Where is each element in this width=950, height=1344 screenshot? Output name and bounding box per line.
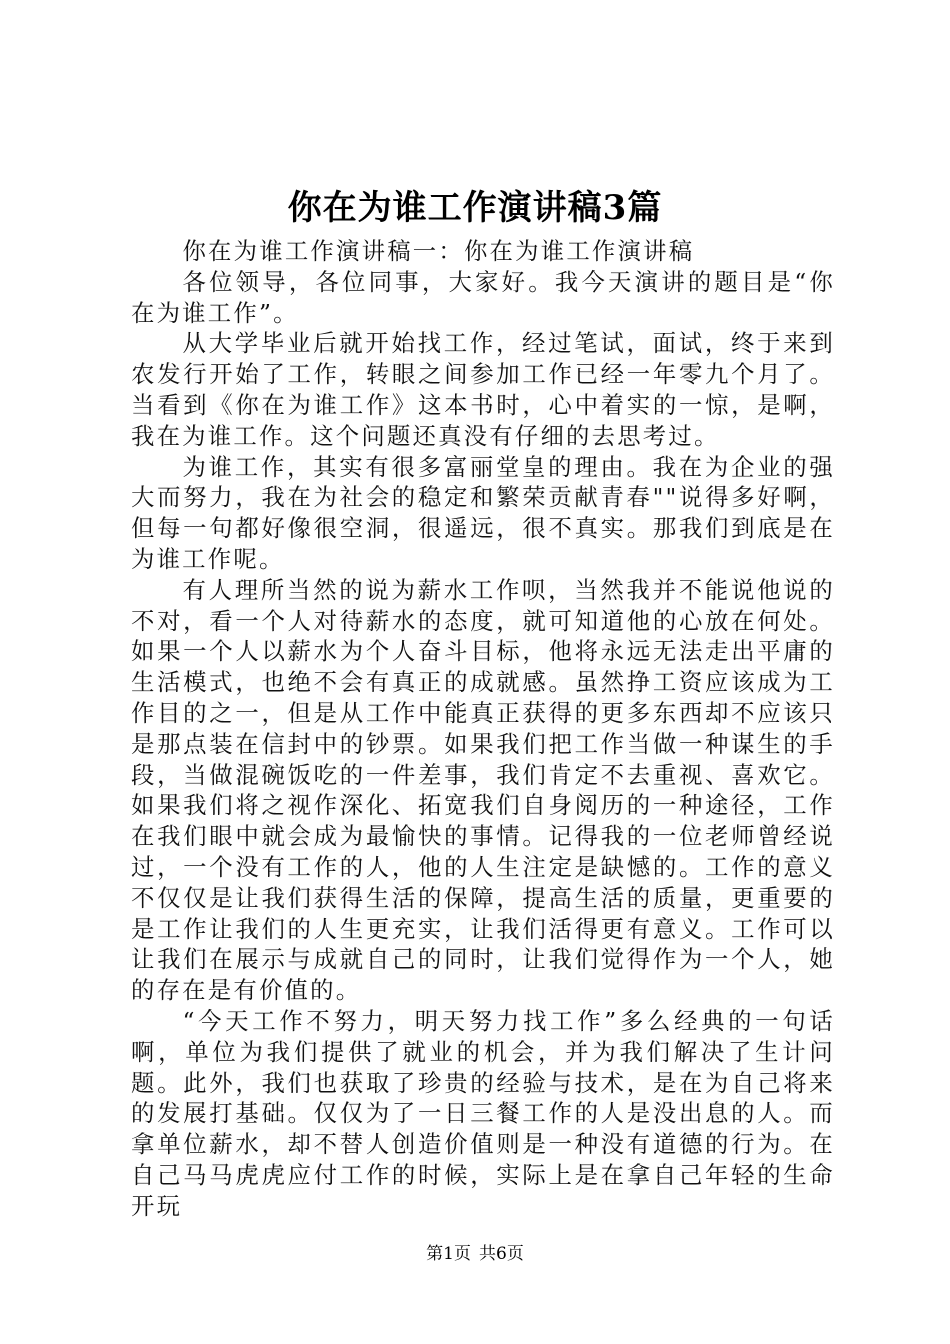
document-title: 你在为谁工作演讲稿3篇 (287, 188, 663, 228)
page-footer (0, 1242, 950, 1266)
paragraph: 各位领导，各位同事，大家好。我今天演讲的题目是“你在为谁工作”。 (131, 267, 835, 327)
page-total: 共6页 (479, 1244, 524, 1264)
paragraph: 你在为谁工作演讲稿一：你在为谁工作演讲稿 (182, 237, 695, 265)
paragraph: “今天工作不努力，明天努力找工作”多么经典的一句话啊，单位为我们提供了就业的机会，并为我们解决了生计问题。此外，我们也获取了珍贵的经验与技术，是在为自己将来的发展打基础。仅仅为了一日三餐工作的人是没出息的人。而拿单位薪水，却不替人创造价值则是一种没有道德的行为。在自己马马虎虎应付工作的时候，实际上是在拿自己年轻的生命开玩 (131, 1006, 835, 1220)
page-number: 第1页 (426, 1244, 471, 1264)
paragraph: 有人理所当然的说为薪水工作呗，当然我并不能说他说的不对，看一个人对待薪水的态度，就可知道他的心放在何处。如果一个人以薪水为个人奋斗目标，他将永远无法走出平庸的生活模式，也绝不会有真正的成就感。虽然挣工资应该成为工作目的之一，但是从工作中能真正获得的更多东西却不应该只是那点装在信封中的钞票。如果我们把工作当做一种谋生的手段，当做混碗饭吃的一件差事，我们肯定不去重视、喜欢它。如果我们将之视作深化、拓宽我们自身阅历的一种途径，工作在我们眼中就会成为最愉快的事情。记得我的一位老师曾经说过，一个没有工作的人，他的人生注定是缺憾的。工作的意义不仅仅是让我们获得生活的保障，提高生活的质量，更重要的是工作让我们的人生更充实，让我们活得更有意义。工作可以让我们在展示与成就自己的同时，让我们觉得作为一个人，她的存在是有价值的。 (131, 575, 835, 1005)
paragraph: 为谁工作，其实有很多富丽堂皇的理由。我在为企业的强大而努力，我在为社会的稳定和繁荣贡献青春""说得多好啊，但每一句都好像很空洞，很遥远，很不真实。那我们到底是在为谁工作呢。 (131, 452, 835, 573)
document-body (131, 236, 835, 1222)
paragraph: 从大学毕业后就开始找工作，经过笔试，面试，终于来到农发行开始了工作，转眼之间参加工作已经一年零九个月了。当看到《你在为谁工作》这本书时，心中着实的一惊，是啊，我在为谁工作。这个问题还真没有仔细的去思考过。 (131, 329, 835, 450)
